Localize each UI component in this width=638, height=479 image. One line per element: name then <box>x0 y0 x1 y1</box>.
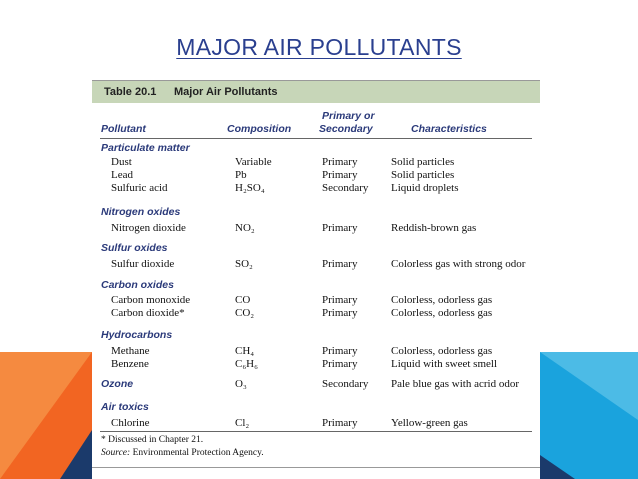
cell-composition: CO₂ <box>235 307 255 319</box>
group-particulate-matter: Particulate matter <box>101 142 190 154</box>
cell-type: Primary <box>322 258 358 270</box>
cell-composition: NO₂ <box>235 222 255 234</box>
cell-composition: CH₄ <box>235 345 255 357</box>
group-hydrocarbons: Hydrocarbons <box>101 329 173 341</box>
cell-type: Primary <box>322 294 358 306</box>
bottom-rule <box>100 431 532 432</box>
cell-type: Primary <box>322 345 358 357</box>
cell-characteristics: Colorless, odorless gas <box>391 294 493 306</box>
group-air-toxics: Air toxics <box>101 401 149 413</box>
cell-characteristics: Yellow-green gas <box>391 417 468 429</box>
table-number: Table 20.1 <box>104 86 157 98</box>
group-carbon-oxides: Carbon oxides <box>101 279 174 291</box>
cell-type: Secondary <box>322 182 369 194</box>
cell-pollutant: Dust <box>111 156 132 168</box>
cell-characteristics: Colorless gas with strong odor <box>391 258 526 270</box>
cell-type: Primary <box>322 307 358 319</box>
cell-type: Primary <box>322 417 358 429</box>
table-caption-text: Major Air Pollutants <box>174 86 278 98</box>
header-composition: Composition <box>227 123 292 135</box>
header-rule <box>100 138 532 139</box>
cell-characteristics: Reddish-brown gas <box>391 222 477 234</box>
cell-pollutant: Carbon monoxide <box>111 294 191 306</box>
cell-characteristics: Solid particles <box>391 169 455 181</box>
group-sulfur-oxides: Sulfur oxides <box>101 242 168 254</box>
cell-composition: O₃ <box>235 378 247 390</box>
cell-pollutant: Nitrogen dioxide <box>111 222 186 234</box>
cell-characteristics: Colorless, odorless gas <box>391 345 493 357</box>
cell-composition: Pb <box>235 169 247 181</box>
cell-pollutant: Benzene <box>111 358 149 370</box>
header-pollutant: Pollutant <box>101 123 146 135</box>
cell-pollutant: Carbon dioxide* <box>111 307 185 319</box>
cell-type: Primary <box>322 358 358 370</box>
cell-type: Primary <box>322 156 358 168</box>
cell-pollutant: Chlorine <box>111 417 150 429</box>
cell-pollutant: Methane <box>111 345 150 357</box>
group-ozone: Ozone <box>101 378 134 390</box>
header-primary-line1: Primary or <box>322 110 375 122</box>
cell-characteristics: Pale blue gas with acrid odor <box>391 378 519 390</box>
group-nitrogen-oxides: Nitrogen oxides <box>101 206 181 218</box>
cell-characteristics: Liquid droplets <box>391 182 459 194</box>
cell-composition: CO <box>235 294 251 306</box>
cell-composition: SO₂ <box>235 258 253 270</box>
source-label: Source: <box>101 448 131 458</box>
cell-type: Primary <box>322 222 358 234</box>
cell-type: Primary <box>322 169 358 181</box>
header-primary-line2: Secondary <box>319 123 373 135</box>
cell-composition: H₂SO₄ <box>235 182 265 194</box>
cell-pollutant: Sulfur dioxide <box>111 258 175 270</box>
table-caption <box>92 81 540 103</box>
source-line <box>101 448 264 458</box>
cell-pollutant: Lead <box>111 169 133 181</box>
header-characteristics: Characteristics <box>411 123 487 135</box>
slide-title: MAJOR AIR POLLUTANTS <box>176 34 462 60</box>
cell-composition: Cl₂ <box>235 417 250 429</box>
pollutants-table <box>92 80 540 468</box>
cell-characteristics: Colorless, odorless gas <box>391 307 493 319</box>
cell-characteristics: Solid particles <box>391 156 455 168</box>
cell-type: Secondary <box>322 378 369 390</box>
cell-characteristics: Liquid with sweet smell <box>391 358 498 370</box>
cell-pollutant: Sulfuric acid <box>111 182 168 194</box>
footnote: * Discussed in Chapter 21. <box>101 435 204 445</box>
cell-composition: Variable <box>235 156 272 168</box>
source-text: Environmental Protection Agency. <box>132 448 264 458</box>
cell-composition: C₆H₆ <box>235 358 258 370</box>
